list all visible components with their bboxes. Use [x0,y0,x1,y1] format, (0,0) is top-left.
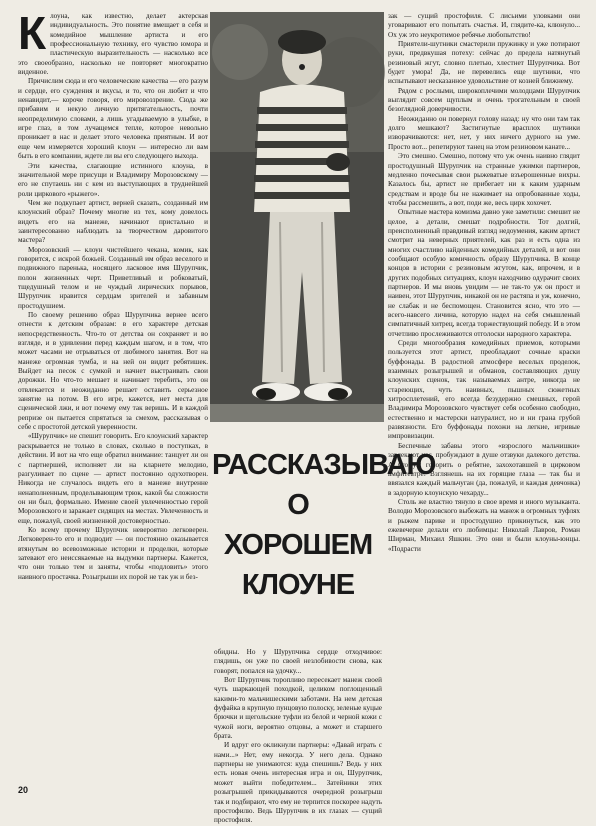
paragraph: Морозовский — клоун чистейшего чекана, комик, как говорится, с искрой божьей. Созданный им образ веселого и подвижного паренька, носящего ласковое имя Шурупчик, полон жизненных черт. Приветливый и робковатый, тщедушный телом и не чуждый лирических порывов, Шурупчик нравится сердцам зрителей и забавным простодушием. [18,245,208,310]
page-number: 20 [18,785,29,795]
paragraph: «Шурупчик» не спешит говорить. Его клоунский характер раскрывается не только в словах, сколько в поступках, в действии. И вот на что еще обратил внимание: танцует ли он с партнершей, исполняет ли на кларнете мелодию, разгуливает по сцене — артист постоянно одухотворен. Никогда не случалось видеть его в манеже внутренне ненаполненным, проделывающим трюк, какой бы сложности он ни был, формально. Имение своей увлеченностью герой Морозовского и заражает сидящих на местах. Увлеченность и еще, пожалуй, своей жизненной достоверностью. [18,432,208,525]
article-headline [212,425,436,660]
article-column-left [18,7,208,782]
paragraph: Причислим сюда и его человеческие качества — его разум и сердце, его суждения и вкусы, и то, что он любит и что ненавидит,— короче говоря, его мировоззрение. Сюда же прибавим и некую личную притягательность, почти неопределимую словами, а лишь угадываемую в улыбке, в игре глаз, в том лучащемся тепле, которое невольно проникает в нас и делает этого человека приятным. И вот еще чем измеряется хороший клоун — интересно ли вам быть в его компании, ждете ли вы его следующего выхода. [18,77,208,161]
paragraph: Чем же подкупает артист, верней сказать, созданный им клоунский образ? Почему многие из тех, кому довелось видеть его на манеже, начинают пристально и заинтересованно наблюдать за творчеством даровитого мастера? [18,198,208,245]
paragraph: Рядом с рослыми, широкоплечими молодцами Шурупчик выглядит совсем щуплым и очень трогательным в своей безоглядной доверчивости. [388,86,580,114]
paragraph: Опытные мастера комизма давно уже заметили: смешит не целое, а детали, смешат подробности. Тот долгий, преисполненный правдивый взгляд недоумения, каким артист смотрит на неверных приятелей, как раз и есть одна из многих счастливо найденных комедийных деталей, и вот они сообщают особую комичность образу Шурупчика. В конце концов в истории с резиновым жгутом, как, впрочем, и в других подобных ситуациях, клоун находчиво одурачит своих партнеров. И мы вновь увидим — не так-то уж он прост и наивен, этот Шурупчик, никакой он не растяпа и уж, конечно, не слабак и не беспомощен. Становится ясно, что это — всего-навсего личина, которую надел на себя смышленый симпатичный хитрец, всегда торжествующий победу. И в этом отчетливо прослеживаются отголоски народного характера. [388,208,580,338]
paragraph: Среди многообразия комедийных приемов, которыми пользуется этот артист, преобладают сочные краски буффонады. В радостной атмосфере веселых проделок, взаимных розыгрышей и обманов, составляющих душу клоунских сценок, так называемых антре, никогда не стареющих, чуть наивных, пышных сюжетных хитросплетений, его всегда безудержно смешных, герой Владимира Морозовского чувствует себя особенно свободно, естественно и мастерски натуралист, но и ни грана грубой развязности. Его буффонады похожи на легкие, игривые импровизации. [388,339,580,441]
paragraph: Приятели-шутники смастерили пружинку и уже потирают руки, предвкушая потеху: сейчас до предела натянутый резиновый жгут, словно плетью, хлестнет Шурупчика. Вот будет умора! Да, не перевелись еще шутники, что испытывают несказанное удовольствие от козней ближнему. [388,40,580,86]
paragraph: Эти качества, слагающие истинного клоуна, в значительной мере присущи и Владимиру Морозовскому — его не спутаешь ни с кем из выступающих в труднейшей роли циркового «рыжего». [18,161,208,198]
headline-line: РАССКАЗЫВАЮ [212,449,436,481]
paragraph: Клоуна, как известно, делает актерская индивидуальность. Это понятие вмещает в себя и комедийное мышление артиста и его профессиональную технику, его чувство юмора и пластическую выразительность — насколько все это своеобразно, насколько не повторяет многократно виденное. [18,7,208,77]
paragraph: И вдруг его окликнули партнеры: «Давай играть с нами...» Нет, ему некогда. У него дела. Однако партнеры не унимаются: куда спешишь? Ведь у них есть новая очень интересная игра и он, Шурупчик, может выйти победителем... Затейники этих розыгрышей прикидываются очередной розыгрыш так и подбирают, что ему не терпится поскорее надуть простофилю. Ведь Шурупчик в их глазах — сущий простофиля. [214,741,382,825]
clown-photo-illustration [210,12,384,422]
paragraph: По своему решению образ Шурупчика вернее всего отнести к детским образам: в его характере детская непосредственность. Что-то от детства он сохраняет и во взгляде, и в удивлении перед каждым шагом, и в том, что может часами не отрываться от любимого занятия. Вот на манеже огромная тумба, и на ней он видит ребятишек. Выйдет на песок с сумкой и начнет выстраивать свои дорожки. Но что-то мешает и начинает теребить, это он отвлекается и неожиданно решает оставить серьезное занятие на потом. В его игре, кажется, нет места для сценической лжи, и вот почему ему так веришь. И в каждой репризе он пытается спрятаться за смехом, рассказывая о себе с простотой детской уверенности. [18,311,208,432]
article-column-middle [214,648,382,825]
headline-line: О ХОРОШЕМ [223,489,373,561]
paragraph: зак — сущий простофиля. С лисьими уловками они уговаривают его попытать счастья. И, глядите-ка, клюнуло... Ох уж это неукротимое ребячье любопытство! [388,12,580,39]
paragraph: Беспечные забавы этого «взрослого мальчишки» завлекают нас, пробуждают в душе отзвуки далекого детства. А что уж говорить о ребятне, захохотавшей в цирковом амфитеатре! Взглянешь на их горящие глаза — так бы и ввязался каждый мальчуган (да, пожалуй, и каждая девчонка) в задорную клоунскую чехарду... [388,441,580,497]
paragraph: Столь же властно тянуло в свое время и иного музыканта. Володю Морозовского выбежать на манеж в огромных туфлях и рыжем парике и простодушно прикинуться, как это ежевечерне делали его любимцы: Николай Лавров, Роман Ширман, Михаил Яшкин. Это они и были клоуны-юнцы. «Подрасти [388,497,580,553]
paragraph: Это смешно. Смешно, потому что уж очень наивно глядит простодушный Шурупчик на странные ужимки партнеров, медленно почесывая свои рыжеватые взъерошенные вихры. Казалось бы, артист не прибегает ни к каким ударным средствам и вроде бы не нажимает на опробованные ходы, чтобы рассмешить, а вот, поди же, весь цирк хохочет. [388,152,580,207]
clown-photo [210,12,384,422]
paragraph: Неожиданно он повернул голову назад: ну что они там так долго мешкают? Застигнутые врасплох шутники изворачиваются: нет, нет, у них ничего дурного на уме. Просто вот... репетируют танец на этом резиновом канате... [388,114,580,151]
paragraph: обидны. Но у Шурупчика сердце отходчивое: глядишь, он уже по своей незлобивости снова, как говорят, попался на удочку... [214,648,382,675]
headline-line: КЛОУНЕ [241,569,355,601]
paragraph: Вот Шурупчик торопливо пересекает манеж своей чуть шаркающей походкой, целиком поглощенный какими-то мальчишескими заботами. На нем детская фуфайка в крупную пунцовую полоску, зеленые куцые брючки и щегольские туфли из белой и черной кожи с чужой ноги, вероятно отцовы, а может и старшего брата. [214,676,382,741]
drop-cap: К [18,7,47,59]
paragraph: Ко всему прочему Шурупчик невероятно легковерен. Легковерен-то его и подводит — он постоянно оказывается втянутым во всевозможные истории и проделки, которые затевают его неиссякаемые на выдумки партнеры. Кажется, что они только тем и заняты, чтобы «подловить» этого наивного простачка. Розыгрыши их порой не так уж и без- [18,525,208,581]
article-column-right [388,12,580,782]
